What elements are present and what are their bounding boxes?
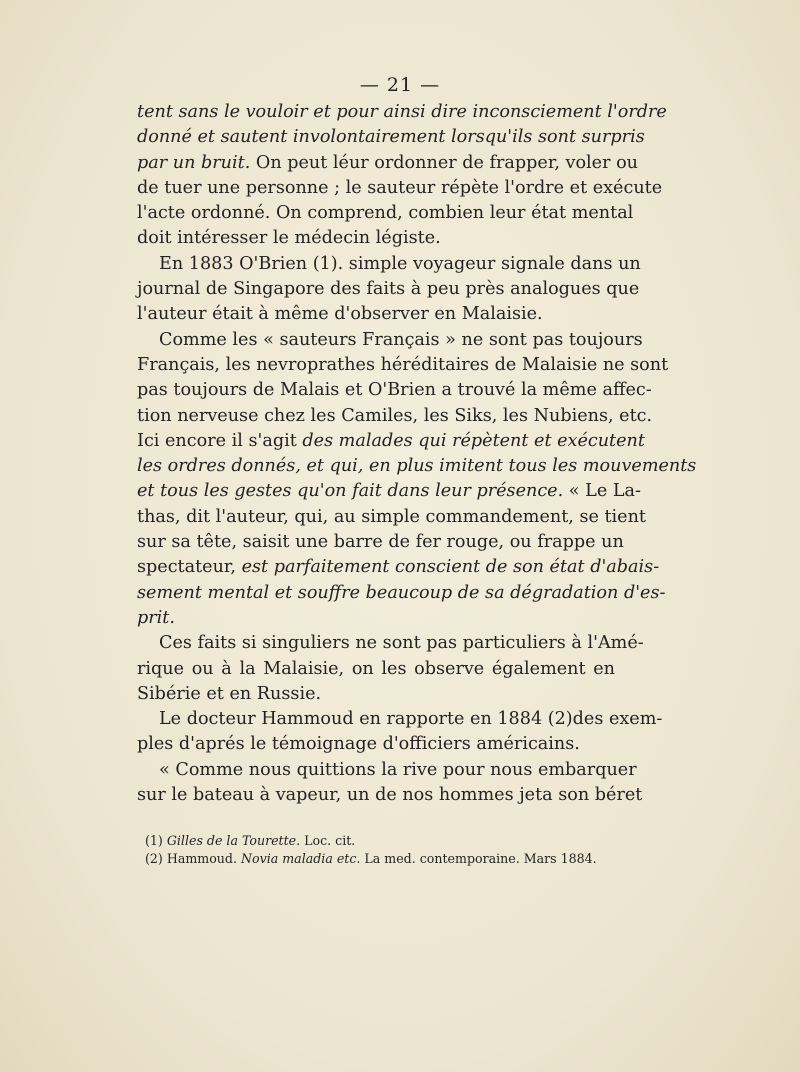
text-line xyxy=(137,125,645,150)
text-run: tion nerveuse chez les Camiles, les Siks, les Nubiens, etc. xyxy=(137,405,653,426)
text-line xyxy=(137,252,641,277)
italic-text: est parfaitement conscient de son état d'abais- xyxy=(241,557,660,578)
text-run: Sibérie et en Russie. xyxy=(137,683,322,704)
text-run: sur le bateau à vapeur, un de nos hommes jeta son béret xyxy=(137,785,643,806)
footnote xyxy=(137,832,615,850)
text-line xyxy=(137,378,652,403)
text-line xyxy=(137,555,660,580)
text-run: . La med. contemporaine. Mars 1884. xyxy=(356,851,597,866)
italic-text: Gilles de la Tourette xyxy=(166,833,297,848)
text-run: journal de Singapore des faits à peu près analogues que xyxy=(137,279,640,300)
text-line xyxy=(137,606,615,631)
text-line xyxy=(137,429,645,454)
text-line xyxy=(137,682,615,707)
text-run: ples d'aprés le témoignage d'officiers américains. xyxy=(137,734,580,755)
text-line xyxy=(137,581,666,606)
text-run: « Le La- xyxy=(563,481,641,502)
text-line xyxy=(137,353,669,378)
text-line xyxy=(137,454,697,479)
text-run: (1) xyxy=(145,833,167,848)
text-line xyxy=(137,226,615,251)
text-line xyxy=(137,732,615,757)
text-run: « Comme nous quittions la rive pour nous embarquer xyxy=(159,759,637,780)
italic-text: par un bruit. xyxy=(137,152,251,173)
body-text xyxy=(137,100,697,808)
text-line xyxy=(137,783,643,808)
text-line xyxy=(137,302,615,327)
text-line xyxy=(137,328,643,353)
italic-text: tent sans le vouloir et pour ainsi dire inconsciement l'ordre xyxy=(137,102,667,122)
italic-text: les ordres donnés, et qui, en plus imitent tous les mouvements xyxy=(137,456,697,477)
text-run: spectateur, xyxy=(137,557,242,578)
text-run: Français, les nevroprathes héréditaires de Malaisie ne sont xyxy=(137,354,669,375)
text-run: thas, dit l'auteur, qui, au simple commandement, se tient xyxy=(137,506,646,527)
text-run: rique ou à la Malaisie, on les observe également en xyxy=(137,658,615,679)
text-run: Ces faits si singuliers ne sont pas particuliers à l'Amé- xyxy=(159,633,644,654)
italic-text: des malades qui répètent et exécutent xyxy=(302,430,645,451)
text-run: En 1883 O'Brien (1). simple voyageur signale dans un xyxy=(159,253,641,274)
text-run: de tuer une personne ; le sauteur répète l'ordre et exécute xyxy=(137,177,663,198)
text-line xyxy=(137,176,663,201)
text-line xyxy=(137,479,641,504)
footnotes xyxy=(137,832,615,868)
text-run: On peut léur ordonner de frapper, voler ou xyxy=(250,152,639,173)
italic-text: prit. xyxy=(137,607,175,628)
footnote xyxy=(137,850,615,868)
text-line xyxy=(137,758,637,783)
text-run: . Loc. cit. xyxy=(296,833,356,848)
text-run: Comme les « sauteurs Français » ne sont pas toujours xyxy=(159,329,643,350)
text-line xyxy=(137,707,663,732)
text-line xyxy=(137,631,644,656)
italic-text: sement mental et souffre beaucoup de sa dégradation d'es- xyxy=(137,582,666,603)
text-run: pas toujours de Malais et O'Brien a trouvé la même affec- xyxy=(137,380,652,401)
page-number: — 21 — xyxy=(359,74,441,96)
text-run: l'acte ordonné. On comprend, combien leur état mental xyxy=(137,203,634,224)
text-line xyxy=(137,657,615,682)
text-line xyxy=(137,201,634,226)
italic-text: donné et sautent involontairement lorsqu'ils sont surpris xyxy=(137,127,645,148)
text-line xyxy=(137,505,646,530)
italic-text: et tous les gestes qu'on fait dans leur présence. xyxy=(137,481,564,502)
text-run: sur sa tête, saisit une barre de fer rouge, ou frappe un xyxy=(137,532,624,553)
text-run: (2) Hammoud. xyxy=(145,851,241,866)
text-run: doit intéresser le médecin légiste. xyxy=(137,228,441,249)
text-run: Le docteur Hammoud en rapporte en 1884 (2)des exem- xyxy=(159,709,663,730)
text-line xyxy=(137,151,639,176)
text-line xyxy=(137,277,640,302)
italic-text: Novia maladia etc xyxy=(240,851,357,866)
text-line xyxy=(137,530,624,555)
text-run: Ici encore il s'agit xyxy=(137,430,303,451)
text-run: l'auteur était à même d'observer en Malaisie. xyxy=(137,304,543,325)
text-line xyxy=(137,100,667,125)
text-line xyxy=(137,404,653,429)
